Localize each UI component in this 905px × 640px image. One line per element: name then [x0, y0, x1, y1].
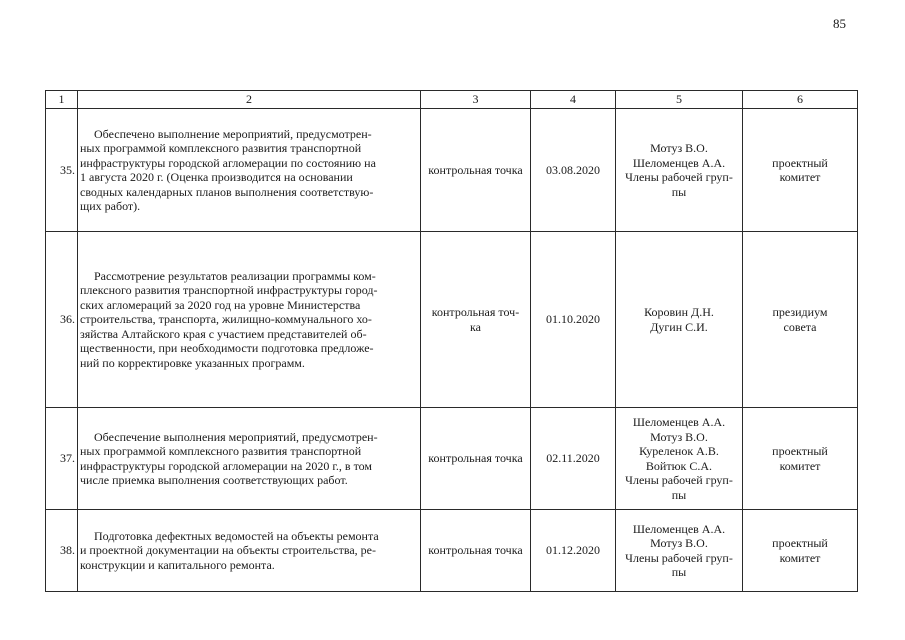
row-responsible [616, 232, 743, 408]
row-type [421, 510, 531, 592]
row-type [421, 109, 531, 232]
row-date: 02.11.2020 [531, 408, 616, 510]
table-header-row [46, 91, 858, 109]
level-line: проектный [772, 444, 828, 458]
responsible-line: Члены рабочей груп- [625, 473, 733, 487]
description-line: щественности, при необходимости подготовка предложе- [80, 341, 374, 356]
row-responsible [616, 109, 743, 232]
type-line: контрольная точка [428, 162, 523, 177]
table-row [46, 408, 858, 510]
responsible-line: Войтюк С.А. [645, 458, 713, 473]
row-level [743, 408, 858, 510]
description-line: ных программой комплексного развития транспортной [80, 444, 362, 458]
responsible-line: пы [671, 184, 687, 199]
responsible-line: Шеломенцев А.А. [632, 155, 726, 170]
level-line: комитет [779, 170, 821, 184]
responsible-line: Шеломенцев А.А. [632, 521, 726, 536]
row-date: 01.10.2020 [531, 232, 616, 408]
table-row [46, 109, 858, 232]
table-row [46, 232, 858, 408]
row-date: 03.08.2020 [531, 109, 616, 232]
level-line: комитет [779, 550, 821, 565]
description-line: 1 августа 2020 г. (Оценка производится на основании [80, 170, 353, 184]
level-line: проектный [772, 536, 828, 550]
level-line: комитет [779, 458, 821, 473]
responsible-line: Мотуз В.О. [650, 536, 708, 550]
row-type [421, 408, 531, 510]
page-number: 85 [833, 16, 846, 31]
description-line: и проектной документации на объекты строительства, ре- [80, 543, 376, 558]
column-header: 6 [743, 91, 858, 109]
row-description [78, 408, 421, 510]
row-number: 35. [46, 109, 78, 232]
responsible-line: Мотуз В.О. [650, 141, 708, 155]
row-number: 36. [46, 232, 78, 408]
level-line: президиум [772, 305, 828, 319]
row-number: 37. [46, 408, 78, 510]
type-line: контрольная точ- [431, 305, 520, 319]
description-line: инфраструктуры городской агломерации по состоянию на [80, 155, 376, 170]
description-line: инфраструктуры городской агломерации на 2020 г., в том [80, 458, 373, 473]
description-line: ний по корректировке указанных программ. [80, 355, 305, 370]
type-line: контрольная точка [428, 451, 523, 466]
row-date: 01.12.2020 [531, 510, 616, 592]
row-description [78, 510, 421, 592]
row-description [78, 109, 421, 232]
row-level [743, 232, 858, 408]
description-line: ских агломераций за 2020 год на уровне Министерства [80, 297, 361, 312]
responsible-line: Дугин С.И. [650, 319, 708, 334]
description-line: ных программой комплексного развития транспортной [80, 141, 362, 155]
description-line: плексного развития транспортной инфраструктуры город- [80, 283, 378, 298]
column-header: 1 [46, 91, 78, 109]
description-line: строительства, транспорта, жилищно-коммунального хо- [80, 312, 372, 327]
row-responsible [616, 408, 743, 510]
column-header: 3 [421, 91, 531, 109]
column-header: 4 [531, 91, 616, 109]
column-header: 5 [616, 91, 743, 109]
row-type [421, 232, 531, 408]
table-row [46, 510, 858, 592]
row-description [78, 232, 421, 408]
description-line: числе приемка выполнения соответствующих работ. [80, 473, 348, 487]
responsible-line: Члены рабочей груп- [625, 170, 733, 184]
description-line: зяйства Алтайского края с участием представителей об- [80, 326, 367, 341]
description-line: сводных календарных планов выполнения соответствую- [80, 184, 374, 199]
description-line: щих работ). [80, 199, 141, 213]
level-line: проектный [772, 155, 828, 170]
control-points-table [45, 90, 858, 592]
responsible-line: Шеломенцев А.А. [632, 415, 726, 429]
level-line: совета [783, 319, 817, 334]
type-line: контрольная точка [428, 543, 523, 558]
description-line: Обеспечено выполнение мероприятий, предусмотрен- [94, 126, 372, 141]
column-header: 2 [78, 91, 421, 109]
responsible-line: пы [671, 565, 687, 579]
responsible-line: Куреленок А.В. [639, 444, 719, 458]
type-line: ка [470, 319, 481, 334]
responsible-line: Члены рабочей груп- [625, 550, 733, 565]
row-level [743, 109, 858, 232]
row-responsible [616, 510, 743, 592]
responsible-line: Коровин Д.Н. [644, 305, 714, 319]
responsible-line: Мотуз В.О. [650, 429, 708, 444]
description-line: Обеспечение выполнения мероприятий, предусмотрен- [94, 429, 378, 444]
row-level [743, 510, 858, 592]
row-number: 38. [46, 510, 78, 592]
description-line: Рассмотрение результатов реализации программы ком- [94, 268, 376, 283]
description-line: конструкции и капитального ремонта. [80, 557, 275, 572]
responsible-line: пы [671, 487, 687, 502]
description-line: Подготовка дефектных ведомостей на объекты ремонта [94, 528, 379, 543]
